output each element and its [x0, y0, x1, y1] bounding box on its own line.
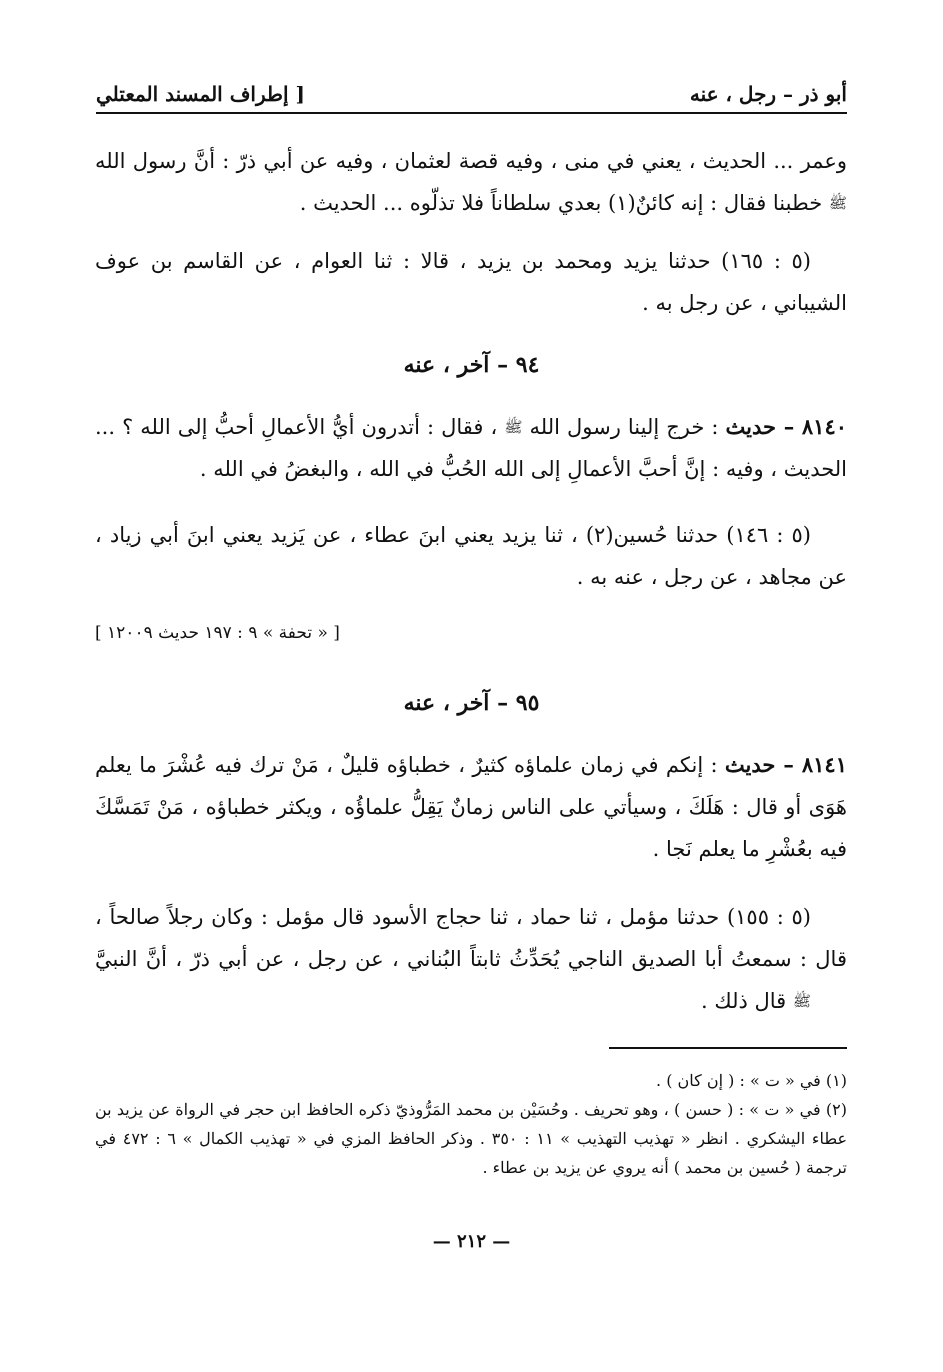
hadith-8140: [95, 406, 847, 490]
isnad-paragraph-1: [95, 240, 847, 324]
isnad-text-1: (٥ : ١٦٥) حدثنا يزيد ومحمد بن يزيد ، قالا : ثنا العوام ، عن القاسم بن عوف الشيباني ، عن رجل به .: [95, 249, 847, 315]
running-head-book-title: [ إطراف المسند المعتلي: [96, 82, 305, 106]
footnote-2: (٢) في « ت » : ( حسن ) ، وهو تحريف . وحُسَيْن بن محمد المَرُّوذيّ ذكره الحافظ ابن حجر في الرواة عن يزيد بن عطاء اليشكري . انظر « تهذيب التهذيب » ١١ : ٣٥٠ . وذكر الحافظ المزي في « تهذيب الكمال » ٦ : ٤٧٢ في ترجمة ( حُسين بن محمد ) أنه يروي عن يزيد بن عطاء .: [95, 1100, 848, 1177]
tuhfa-reference: [ « تحفة » ٩ : ١٩٧ حديث ١٢٠٠٩ ]: [95, 623, 340, 643]
footnote-rule: [609, 1047, 847, 1049]
page-number: — ٢١٢ —: [432, 1231, 511, 1252]
continued-text-part2: خطبنا فقال : إنه كائنٌ(١) بعدي سلطاناً فلا تذلّوه ... الحديث .: [299, 191, 823, 215]
hadith-keyword: حديث: [725, 414, 777, 439]
isnad-paragraph-2: [95, 514, 847, 598]
isnad-paragraph-3: [95, 896, 847, 1022]
isnad-text-2: (٥ : ١٤٦) حدثنا حُسين(٢) ، ثنا يزيد يعني ابنَ عطاء ، عن يَزيد يعني ابنَ أبي زياد ، عن مجاهد ، عن رجل ، عنه به .: [95, 523, 847, 589]
continued-text: [95, 140, 847, 224]
running-head: [96, 68, 847, 106]
footnote-1: (١) في « ت » : ( إن كان ) .: [656, 1071, 847, 1090]
hadith-text-part1: : خرج إلينا رسول الله: [529, 415, 726, 439]
section-heading-95: ٩٥ – آخر ، عنه: [403, 690, 540, 716]
salla-allahu-alayhi-icon: ﷺ: [504, 418, 523, 436]
continued-text-part1: وعمر ... الحديث ، يعني في منى ، وفيه قصة لعثمان ، وفيه عن أبي ذرّ : أنَّ رسول الله: [95, 149, 847, 173]
hadith-number: ٨١٤٠: [801, 414, 848, 439]
hadith-dash: –: [776, 414, 802, 439]
hadith-keyword: حديث: [724, 752, 776, 777]
salla-allahu-alayhi-icon: ﷺ: [792, 992, 811, 1010]
hadith-number: ٨١٤١: [801, 752, 847, 777]
hadith-text: : إنكم في زمان علماؤه كثيرٌ ، خطباؤه قليلٌ ، مَنْ ترك فيه عُشْرَ ما يعلم هَوَى أو قال : هَلَكَ ، وسيأتي على الناس زمانٌ يَقِلُّ علماؤُه ، ويكثر خطباؤه ، مَنْ تَمَسَّكَ فيه بعُشْرِ ما يعلم نَجا .: [95, 753, 847, 861]
header-rule: [96, 112, 847, 114]
isnad-text-3-part1: (٥ : ١٥٥) حدثنا مؤمل ، ثنا حماد ، ثنا حجاج الأسود قال مؤمل : وكان رجلاً صالحاً ، قال : سمعتُ أبا الصديق الناجي يُحَدِّثُ ثابتاً البُناني ، عن رجل ، عن أبي ذرّ ، أنَّ النبيَّ: [95, 905, 847, 971]
hadith-text-part2: ، فقال : أتدرون أيُّ الأعمالِ أحبُّ إلى الله ؟ ... الحديث ، وفيه : إنَّ أحبَّ الأعمالِ إلى الله الحُبُّ في الله ، والبغضُ في الله .: [95, 415, 847, 481]
hadith-dash: –: [775, 752, 802, 777]
running-head-chapter: أبو ذر – رجل ، عنه: [689, 82, 847, 106]
hadith-8141: [95, 744, 847, 870]
footnotes: [95, 1066, 847, 1182]
isnad-text-3-part2: قال ذلك .: [701, 989, 787, 1013]
section-heading-94: ٩٤ – آخر ، عنه: [403, 352, 540, 378]
salla-allahu-alayhi-icon: ﷺ: [828, 194, 847, 212]
